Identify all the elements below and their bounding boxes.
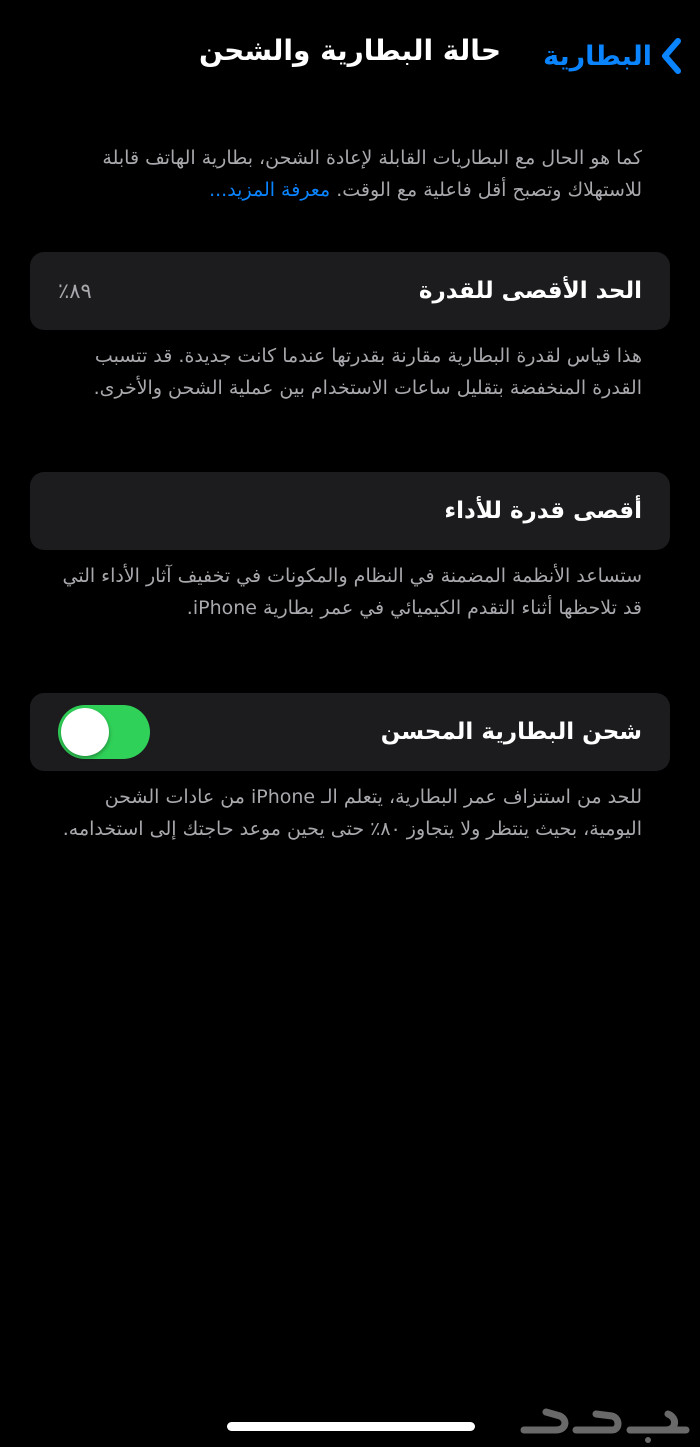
max-capacity-row (30, 252, 670, 330)
page-title: حالة البطارية والشحن (198, 34, 501, 67)
optimized-charging-row (30, 693, 670, 771)
back-label: البطارية (543, 40, 652, 72)
optimized-charging-toggle[interactable] (58, 705, 150, 759)
peak-performance-row[interactable] (30, 472, 670, 550)
haraj-logo (516, 1400, 692, 1444)
chevron-left-icon (658, 36, 686, 76)
max-capacity-label: الحد الأقصى للقدرة (418, 278, 642, 304)
home-indicator[interactable] (227, 1422, 475, 1431)
toggle-knob (61, 708, 109, 756)
max-capacity-value: ٨٩٪ (58, 279, 92, 303)
peak-performance-footer: ستساعد الأنظمة المضمنة في النظام والمكونات في تخفيف آثار الأداء التي قد تلاحظها أثناء التقدم الكيميائي في عمر بطارية iPhone. (62, 565, 642, 619)
navigation-bar (0, 0, 700, 110)
learn-more-link[interactable]: معرفة المزيد... (209, 179, 331, 201)
max-capacity-footer: هذا قياس لقدرة البطارية مقارنة بقدرتها عندما كانت جديدة. قد تتسبب القدرة المنخفضة بتقليل ساعات الاستخدام بين عملية الشحن والأخرى. (93, 345, 642, 399)
intro-description: كما هو الحال مع البطاريات القابلة لإعادة الشحن، بطارية الهاتف قابلة للاستهلاك وتصبح أقل فاعلية مع الوقت. (102, 147, 642, 201)
peak-performance-label: أقصى قدرة للأداء (444, 498, 642, 524)
intro-text (60, 142, 642, 206)
back-button[interactable] (543, 32, 686, 80)
optimized-charging-label: شحن البطارية المحسن (380, 719, 642, 745)
optimized-charging-footer: للحد من استنزاف عمر البطارية، يتعلم الـ iPhone من عادات الشحن اليومية، بحيث ينتظر ولا يتجاوز ٨٠٪ حتى يحين موعد حاجتك إلى استخدامه. (62, 786, 642, 840)
